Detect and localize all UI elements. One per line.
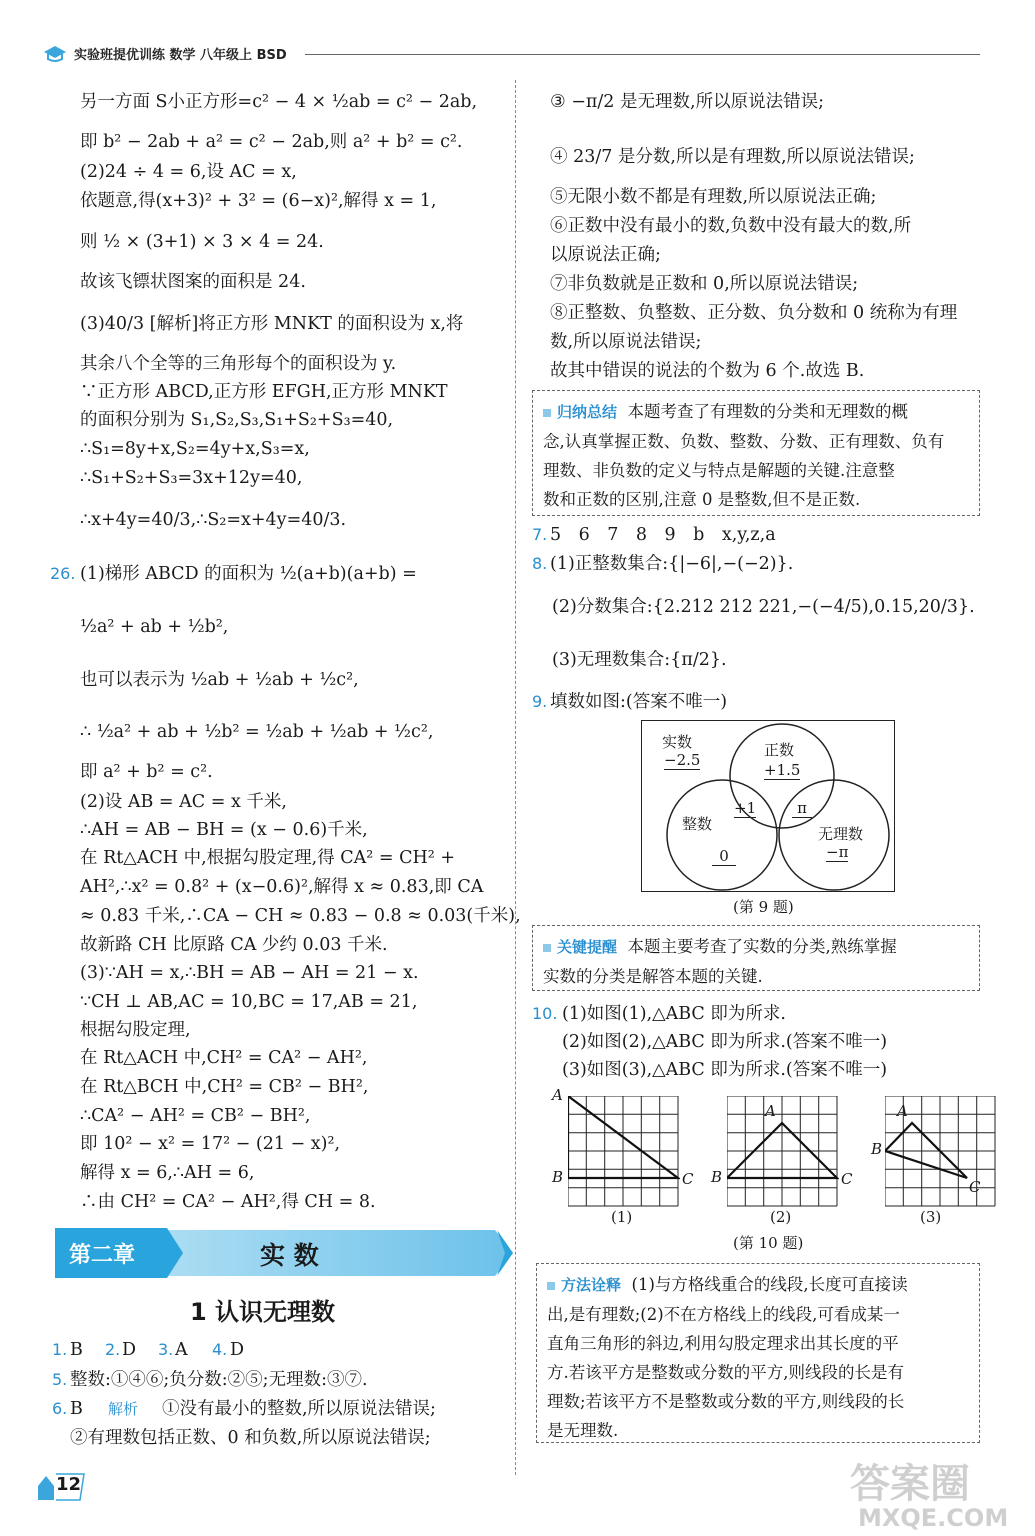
box-heading: 归纳总结 [557, 403, 618, 421]
bullet-square-icon [543, 409, 551, 417]
answer-value: B [70, 1340, 83, 1360]
solution-line: ③ −π/2 是无理数,所以原说法错误; [550, 92, 824, 112]
answer-6-line1: ①没有最小的整数,所以原说法错误; [162, 1399, 436, 1419]
chapter-label: 第二章 [69, 1243, 136, 1268]
venn-real-value: −2.5 [664, 751, 701, 769]
chapter-title: 实 数 [260, 1241, 319, 1270]
solution-line: ∵正方形 ABCD,正方形 EFGH,正方形 MNKT [80, 382, 448, 402]
box-text: 是无理数. [547, 1421, 619, 1440]
question-number: 9. [532, 692, 548, 711]
subfigure-label: (3) [920, 1208, 942, 1226]
vertex-label: B [552, 1168, 564, 1186]
box-heading: 方法诠释 [561, 1276, 622, 1294]
chapter-banner [55, 1228, 515, 1278]
question-number: 2. [105, 1340, 121, 1359]
page-number-badge [36, 1470, 86, 1504]
solution-line: 即 10² − x² = 17² − (21 − x)², [80, 1134, 341, 1154]
solution-line: 在 Rt△ACH 中,根据勾股定理,得 CA² = CH² + [80, 848, 455, 868]
column-divider [515, 80, 516, 1475]
answer-10-line3: (3)如图(3),△ABC 即为所求.(答案不唯一) [562, 1060, 888, 1080]
solution-line: 故该飞镖状图案的面积是 24. [80, 272, 306, 292]
answer-8-line3: (3)无理数集合:{π/2}. [552, 650, 727, 670]
section-title: 1 认识无理数 [190, 1298, 336, 1326]
answer-value: B [70, 1399, 83, 1419]
grid-figure-2 [711, 1096, 853, 1206]
answer-value: A [175, 1340, 188, 1360]
question-number: 8. [532, 554, 548, 573]
figure-caption: (第 9 题) [733, 898, 794, 916]
figure-caption: (第 10 题) [733, 1234, 804, 1252]
grid-figure-1 [552, 1086, 694, 1206]
solution-line: 也可以表示为 ½ab + ½ab + ½c², [80, 670, 359, 690]
solution-line: ½a² + ab + ½b², [80, 617, 229, 637]
grid-svg [727, 1096, 839, 1208]
vertex-label: B [711, 1168, 723, 1186]
answer-5: 整数:①④⑥;负分数:②⑤;无理数:③⑦. [70, 1370, 368, 1390]
solution-line: ∴由 CH² = CA² − AH²,得 CH = 8. [80, 1192, 376, 1212]
solution-line: ⑧正整数、负整数、正分数、负分数和 0 统称为有理 [550, 303, 958, 323]
solution-line: 在 Rt△ACH 中,CH² = CA² − AH², [80, 1048, 368, 1068]
solution-line: (3)∵AH = x,∴BH = AB − AH = 21 − x. [80, 963, 419, 983]
question-number: 3. [158, 1340, 174, 1359]
solution-line: 在 Rt△BCH 中,CH² = CB² − BH², [80, 1077, 369, 1097]
venn-irrational-value: −π [826, 843, 849, 861]
solution-line: ⑥正数中没有最小的数,负数中没有最大的数,所 [550, 216, 912, 236]
venn-integer-value: 0 [712, 847, 736, 866]
solution-line: (2)设 AB = AC = x 千米, [80, 792, 287, 812]
box-text: 方.若该平方是整数或分数的平方,则线段的长是有 [547, 1363, 904, 1382]
key-tip-box [532, 925, 980, 991]
solution-line: 以原说法正确; [550, 245, 661, 265]
venn-positive-label: 正数 [764, 741, 795, 759]
solution-line: ⑤无限小数不都是有理数,所以原说法正确; [550, 187, 877, 207]
summary-box [532, 390, 980, 516]
solution-line: ④ 23/7 是分数,所以是有理数,所以原说法错误; [550, 147, 915, 167]
answer-8-line2: (2)分数集合:{2.212 212 221,−(−4/5),0.15,20/3}. [552, 597, 975, 617]
bullet-square-icon [543, 944, 551, 952]
vertex-label: A [897, 1102, 908, 1120]
solution-line: ∴S₁=8y+x,S₂=4y+x,S₃=x, [80, 439, 310, 459]
solution-line: (3)40/3 [解析]将正方形 MNKT 的面积设为 x,将 [80, 314, 464, 334]
answer-10-line1: (1)如图(1),△ABC 即为所求. [562, 1004, 786, 1024]
question-number: 26. [50, 564, 76, 583]
box-text: 出,是有理数;(2)不在方格线上的线段,可看成某一 [547, 1305, 900, 1324]
question-number: 1. [52, 1340, 68, 1359]
vertex-label: C [969, 1178, 981, 1196]
box-text: 本题主要考查了实数的分类,熟练掌握 [627, 937, 897, 956]
venn-integer-label: 整数 [682, 815, 713, 833]
solution-line: ≈ 0.83 千米,∴CA − CH ≈ 0.83 − 0.8 ≈ 0.03(千米), [80, 906, 521, 926]
box-text: (1)与方格线重合的线段,长度可直接读 [631, 1275, 908, 1294]
vertex-label: A [552, 1086, 563, 1104]
question-number: 7. [532, 525, 548, 544]
watermark-text: 答案圈 [850, 1461, 970, 1507]
answer-7: 5 6 7 8 9 b x,y,z,a [550, 525, 776, 545]
vertex-label: C [841, 1170, 853, 1188]
box-text: 理数;若该平方不是整数或分数的平方,则线段的长 [547, 1392, 905, 1411]
vertex-label: B [871, 1140, 883, 1158]
method-box [536, 1263, 980, 1443]
solution-line: 则 ½ × (3+1) × 3 × 4 = 24. [80, 232, 324, 252]
vertex-label: A [765, 1102, 776, 1120]
question-number: 4. [212, 1340, 228, 1359]
venn-positive-value: +1.5 [764, 761, 801, 779]
solution-line: ∴ ½a² + ab + ½b² = ½ab + ½ab + ½c², [80, 722, 434, 742]
answer-6-line2: ②有理数包括正数、0 和负数,所以原说法错误; [70, 1428, 431, 1448]
venn-real-label: 实数 [662, 733, 693, 751]
question-number: 6. [52, 1399, 68, 1418]
box-heading: 关键提醒 [557, 938, 618, 956]
solution-line: 依题意,得(x+3)² + 3² = (6−x)²,解得 x = 1, [80, 191, 437, 211]
solution-line: 故新路 CH 比原路 CA 少约 0.03 千米. [80, 935, 388, 955]
grid-figure-3 [871, 1096, 995, 1206]
header-logo-icon [42, 44, 68, 62]
box-text: 本题考查了有理数的分类和无理数的概 [627, 402, 909, 421]
box-text: 数和正数的区别,注意 0 是整数,但不是正数. [543, 490, 861, 509]
solution-line: 即 a² + b² = c². [80, 762, 213, 782]
box-text: 直角三角形的斜边,利用勾股定理求出其长度的平 [547, 1334, 899, 1353]
question-number: 5. [52, 1370, 68, 1389]
answer-8-line1: (1)正整数集合:{|−6|,−(−2)}. [550, 554, 794, 574]
solution-line: AH²,∴x² = 0.8² + (x−0.6)²,解得 x ≈ 0.83,即 CA [80, 877, 484, 897]
solution-line: ∴x+4y=40/3,∴S₂=x+4y=40/3. [80, 510, 347, 530]
solution-line: 解得 x = 6,∴AH = 6, [80, 1163, 255, 1183]
solution-line: 其余八个全等的三角形每个的面积设为 y. [80, 354, 397, 374]
answer-value: D [230, 1340, 245, 1360]
box-text: 理数、非负数的定义与特点是解题的关键.注意整 [543, 461, 895, 480]
venn-irrational-label: 无理数 [818, 825, 864, 843]
solution-line: 根据勾股定理, [80, 1020, 191, 1040]
subfigure-label: (1) [611, 1208, 633, 1226]
watermark-url: MXQE.COM [858, 1504, 1009, 1532]
solution-line: ∵CH ⊥ AB,AC = 10,BC = 17,AB = 21, [80, 992, 418, 1012]
solution-line: 另一方面 S小正方形=c² − 4 × ½ab = c² − 2ab, [80, 92, 478, 112]
answer-10-line2: (2)如图(2),△ABC 即为所求.(答案不唯一) [562, 1032, 888, 1052]
subfigure-label: (2) [770, 1208, 792, 1226]
solution-line: (2)24 ÷ 4 = 6,设 AC = x, [80, 162, 297, 182]
solution-line: 数,所以原说法错误; [550, 332, 702, 352]
analysis-tag: 解析 [108, 1400, 139, 1418]
solution-line: 即 b² − 2ab + a² = c² − 2ab,则 a² + b² = c². [80, 132, 463, 152]
header-rule [305, 54, 980, 55]
solution-line: ∴CA² − AH² = CB² − BH², [80, 1106, 311, 1126]
question-number: 10. [532, 1004, 558, 1023]
bullet-square-icon [547, 1282, 555, 1290]
venn-int-pos-value: +1 [734, 799, 757, 817]
vertex-label: C [682, 1170, 694, 1188]
solution-line: ∴AH = AB − BH = (x − 0.6)千米, [80, 820, 368, 840]
solution-line: ⑦非负数就是正数和 0,所以原说法错误; [550, 274, 859, 294]
box-text: 念,认真掌握正数、负数、整数、分数、正有理数、负有 [543, 432, 945, 451]
box-text: 实数的分类是解答本题的关键. [543, 967, 763, 986]
grid-svg [568, 1096, 680, 1208]
watermark-logo [850, 1452, 1030, 1536]
answer-value: D [122, 1340, 137, 1360]
header-series-title: 实验班提优训练 数学 八年级上 BSD [74, 48, 287, 63]
page-number: 12 [56, 1474, 82, 1495]
solution-line: 的面积分别为 S₁,S₂,S₃,S₁+S₂+S₃=40, [80, 410, 394, 430]
answer-9: 填数如图:(答案不唯一) [550, 692, 728, 712]
solution-line: (1)梯形 ABCD 的面积为 ½(a+b)(a+b) = [80, 564, 417, 584]
solution-line: 故其中错误的说法的个数为 6 个.故选 B. [550, 361, 865, 381]
solution-line: ∴S₁+S₂+S₃=3x+12y=40, [80, 468, 303, 488]
venn-diagram [641, 720, 895, 892]
venn-pos-irr-value: π [792, 799, 812, 818]
